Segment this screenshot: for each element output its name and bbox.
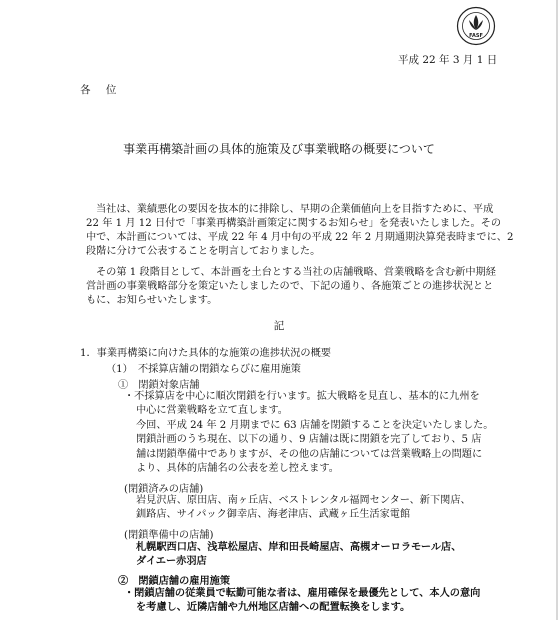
intro-p1-line: 22 年 1 月 12 日付で「事業再構築計画策定に関するお知らせ」を発表いたしました。その bbox=[86, 218, 502, 229]
addressee: 各 位 bbox=[80, 84, 123, 96]
fasf-logo-icon bbox=[456, 6, 496, 46]
document-date: 平成 22 年 3 月 1 日 bbox=[398, 54, 498, 66]
document-title: 事業再構築計画の具体的施策及び事業戦略の概要について bbox=[123, 142, 435, 156]
section-heading: 1．事業再構築に向けた具体的な施策の進捗状況の概要 bbox=[80, 348, 331, 359]
closed-stores-list bbox=[136, 494, 471, 523]
intro-p2-line: その第 1 段階目として、本計画を土台とする当社の店舗戦略、営業戦略を含む新中期経 bbox=[96, 267, 496, 278]
description-line: 中心に営業戦略を立て直します。 bbox=[136, 405, 288, 417]
closed-stores-heading: (閉鎖済みの店舗) bbox=[124, 484, 204, 495]
description-line: 閉鎖計画のうち現在、以下の通り、9 店舗は既に閉鎖を完了しており、5 店 bbox=[136, 434, 482, 446]
item-heading-closing-stores: ① 閉鎖対象店舗 bbox=[118, 380, 200, 391]
intro-p1-line: 中で、本計画については、平成 22 年 4 月中旬の平成 22 年 2 月期通期決算発表時までに、2 bbox=[86, 232, 514, 243]
description-line: ・不採算店を中心に順次閉鎖を行います。拡大戦略を見直し、基本的に九州を bbox=[124, 391, 480, 402]
intro-p2-line: もに、お知らせいたします。 bbox=[86, 295, 218, 306]
intro-p1-line: 段階に分けて公表することを明言しておりました。 bbox=[86, 246, 321, 257]
description-line: より、具体的店舗名の公表を差し控えます。 bbox=[136, 463, 339, 475]
description-line: 今回、平成 24 年 2 月期までに 63 店舗を閉鎖することを決定いたしました。 bbox=[136, 419, 494, 431]
logo-text: FASF bbox=[469, 33, 483, 39]
description-line: 舗は閉鎖準備中でありますが、その他の店舗については営業戦略上の問題に bbox=[136, 448, 483, 460]
intro-paragraph-2 bbox=[86, 266, 496, 308]
intro-p1-line: 当社は、業績悪化の要因を抜本的に排除し、早期の企業価値向上を目指すために、平成 bbox=[96, 204, 494, 215]
preparing-stores-list bbox=[136, 540, 461, 569]
subsection-heading: （1） 不採算店舗の閉鎖ならびに雇用施策 bbox=[106, 364, 301, 375]
employment-description bbox=[124, 586, 480, 615]
closing-stores-description bbox=[124, 390, 493, 476]
store-list-line: ダイエー赤羽店 bbox=[136, 555, 207, 568]
intro-p2-line: 営計画の事業戦略部分を策定いたしましたので、下記の通り、各施策ごとの進捗状況とと bbox=[86, 281, 494, 292]
store-list-line: 岩見沢店、原田店、南ヶ丘店、ベストレンタル福岡センター、新下関店、 bbox=[136, 495, 471, 506]
store-list-line: 釧路店、サイパック御幸店、海老津店、武蔵ヶ丘生活家電館 bbox=[136, 509, 411, 521]
preparing-stores-heading: (閉鎖準備中の店舗) bbox=[124, 530, 214, 541]
intro-paragraph-1 bbox=[86, 203, 514, 259]
description-line: ・閉鎖店舗の従業員で転勤可能な者は、雇用確保を最優先として、本人の意向 bbox=[124, 587, 481, 599]
description-line: を考慮し、近隣店舗や九州地区店舗への配置転換をします。 bbox=[136, 601, 411, 614]
ki-marker: 記 bbox=[273, 320, 285, 332]
item-heading-employment: ② 閉鎖店舗の雇用施策 bbox=[118, 575, 231, 587]
store-list-line: 札幌駅西口店、浅草松屋店、岸和田長崎屋店、高槻オーロラモール店、 bbox=[136, 541, 462, 553]
